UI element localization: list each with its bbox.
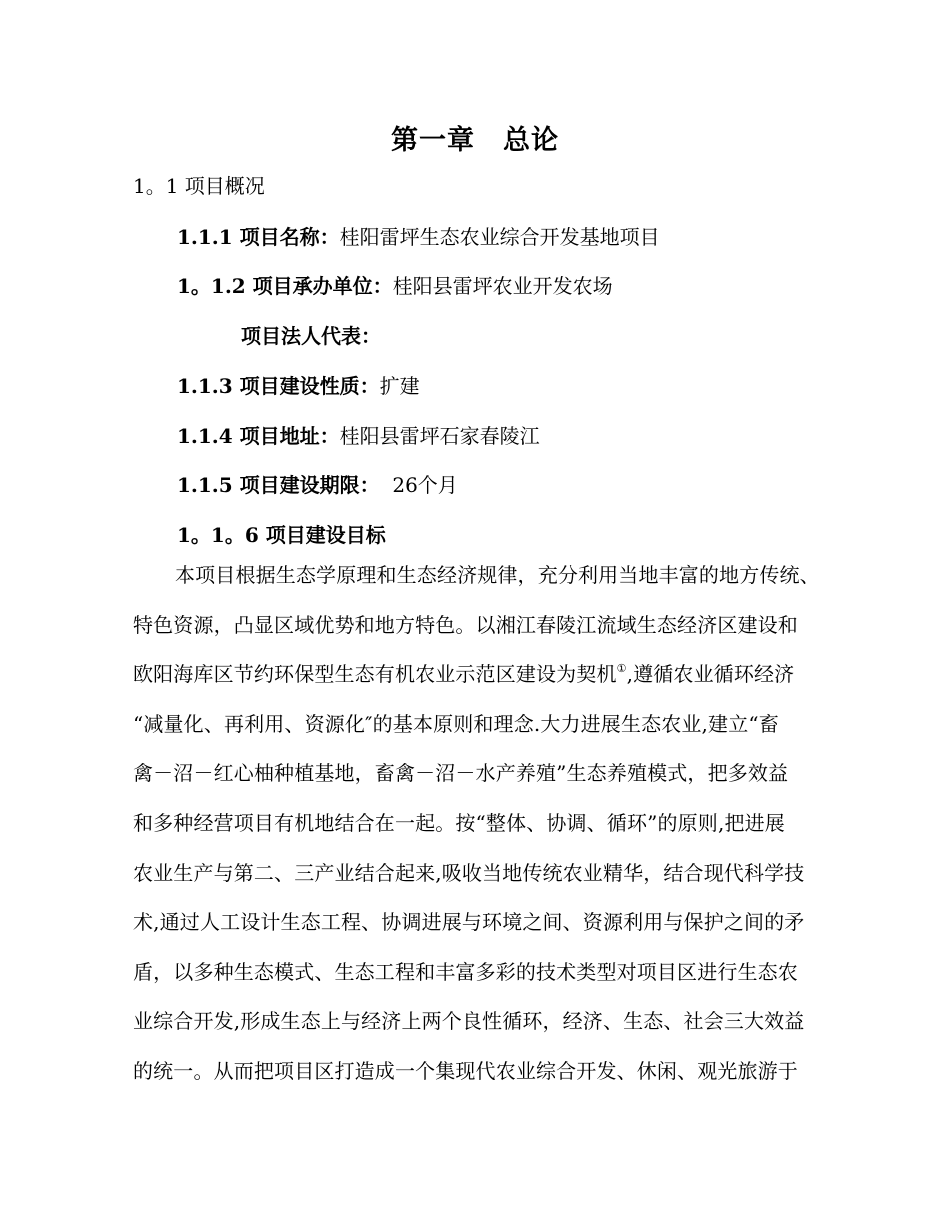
body-line: “减量化、再利用、资源化″的基本原则和理念.大力进展生态农业,建立“畜 — [133, 711, 779, 736]
body-line: 和多种经营项目有机地结合在一起。按“整体、协调、循环”的原则,把进展 — [133, 810, 785, 835]
item-label: 1。1。6 项目建设目标 — [177, 523, 386, 547]
item-project-name — [177, 221, 660, 250]
item-nature — [177, 370, 420, 399]
body-line-tail: ,遵循农业循环经济 — [626, 662, 795, 687]
chapter-title: 第一章 总论 — [391, 125, 559, 156]
body-line: 术,通过人工设计生态工程、协调进展与环境之间、资源利用与保护之间的矛 — [133, 910, 805, 935]
item-label: 1.1.3 项目建设性质： — [177, 374, 380, 398]
item-legal-rep — [241, 320, 381, 349]
item-label: 1。1.2 项目承办单位： — [177, 274, 393, 298]
footnote-marker: ① — [616, 662, 627, 676]
item-address — [177, 420, 540, 449]
item-organizer — [177, 270, 613, 299]
item-goal-heading — [177, 519, 386, 548]
item-value: 桂阳县雷坪石家春陵江 — [339, 424, 540, 448]
body-line — [133, 662, 873, 712]
body-line: 农业生产与第二、三产业结合起来,吸收当地传统农业精华，结合现代科学技 — [133, 860, 805, 885]
body-line-text: 欧阳海库区节约环保型生态有机农业示范区建设为契机 — [133, 662, 617, 687]
item-value: 桂阳雷坪生态农业综合开发基地项目 — [339, 225, 660, 249]
item-value: 扩建 — [379, 374, 420, 398]
item-value: 26个月 — [379, 473, 458, 497]
body-line: 的统一。从而把项目区打造成一个集现代农业综合开发、休闲、观光旅游于 — [133, 1058, 798, 1083]
section-heading: 1。1 项目概况 — [133, 174, 265, 198]
body-line: 盾，以多种生态模式、生态工程和丰富多彩的技术类型对项目区进行生态农 — [133, 959, 798, 984]
body-line: 禽－沼－红心柚种植基地，畜禽－沼－水产养殖”生态养殖模式，把多效益 — [133, 761, 789, 786]
item-duration — [177, 469, 458, 498]
item-label: 1.1.4 项目地址： — [177, 424, 340, 448]
body-line: 特色资源，凸显区域优势和地方特色。以湘江春陵江流域生态经济区建设和 — [133, 612, 798, 637]
item-label: 1.1.5 项目建设期限： — [177, 473, 380, 497]
body-line: 本项目根据生态学原理和生态经济规律，充分利用当地丰富的地方传统、 — [175, 563, 820, 587]
item-label: 1.1.1 项目名称： — [177, 225, 340, 249]
item-value: 桂阳县雷坪农业开发农场 — [392, 274, 613, 298]
item-label: 项目法人代表： — [241, 324, 381, 348]
body-paragraph — [133, 563, 873, 1109]
body-line: 业综合开发,形成生态上与经济上两个良性循环，经济、生态、社会三大效益 — [133, 1009, 805, 1034]
